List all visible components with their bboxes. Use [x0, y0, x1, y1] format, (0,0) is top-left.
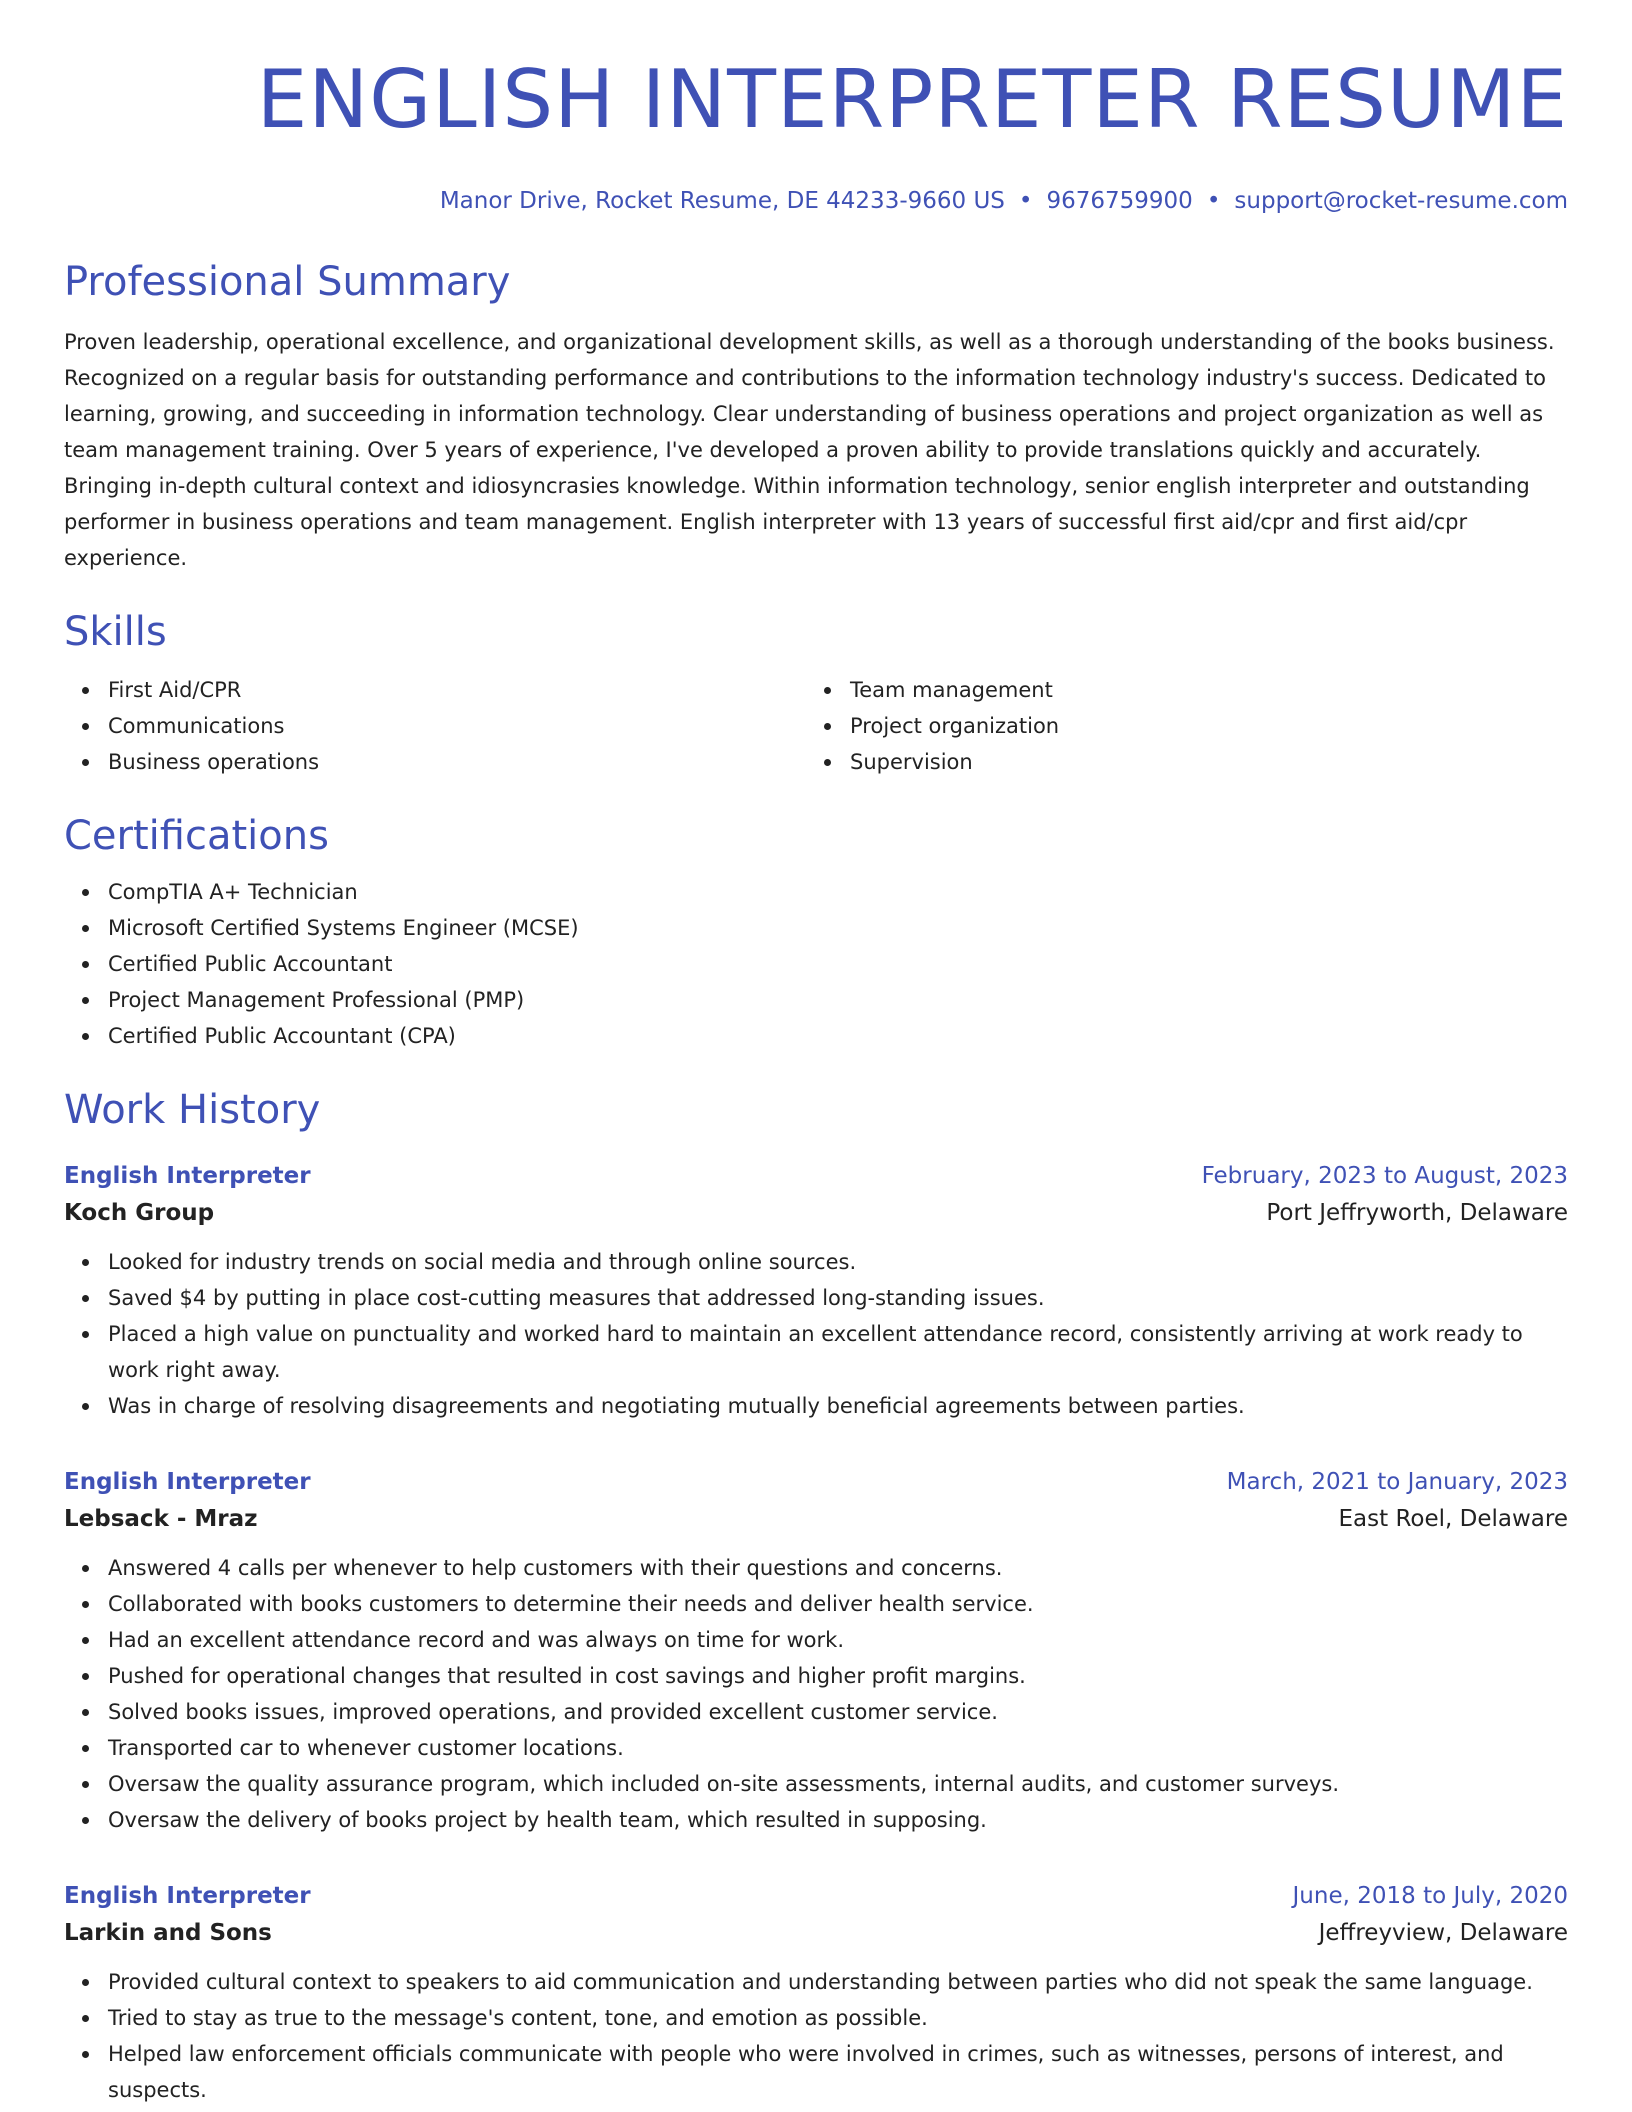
job-dates: February, 2023 to August, 2023 [1201, 1163, 1568, 1189]
job-title: English Interpreter [64, 1469, 311, 1495]
job-bullet: Pushed for operational changes that resulted in cost savings and higher profit margins. [64, 1658, 1568, 1694]
summary-heading: Professional Summary [64, 259, 511, 305]
job-entry [64, 1464, 1568, 1838]
job-bullet: Looked for industry trends on social media and through online sources. [64, 1244, 1568, 1280]
job-company-row [64, 1194, 1568, 1232]
job-location: East Roel, Delaware [1338, 1506, 1568, 1532]
certification-item: Project Management Professional (PMP) [64, 982, 1568, 1018]
job-bullet: Provided cultural context to speakers to aid communication and understanding between parties who did not speak the same language. [64, 1964, 1568, 2000]
contact-address: Manor Drive, Rocket Resume, DE 44233-9660 US [439, 188, 1005, 214]
skills-list-right [806, 672, 1548, 780]
certification-item: Certified Public Accountant [64, 946, 1568, 982]
job-bullet: Oversaw the delivery of books project by health team, which resulted in supposing. [64, 1802, 1568, 1838]
job-bullets [64, 1964, 1568, 2108]
job-bullet: Collaborated with books customers to determine their needs and deliver health service. [64, 1586, 1568, 1622]
contact-phone: 9676759900 [1046, 188, 1193, 214]
job-bullet: Solved books issues, improved operations, and provided excellent customer service. [64, 1694, 1568, 1730]
contact-email: support@rocket-resume.com [1234, 188, 1568, 214]
contact-separator: • [1206, 188, 1221, 214]
job-dates: June, 2018 to July, 2020 [1292, 1883, 1568, 1909]
job-header-row [64, 1158, 1568, 1194]
job-company: Lebsack - Mraz [64, 1506, 258, 1532]
skill-item: Project organization [806, 708, 1548, 744]
job-bullet: Placed a high value on punctuality and worked hard to maintain an excellent attendance record, consistently arriving at work ready to work right away. [64, 1316, 1568, 1388]
job-header-row [64, 1464, 1568, 1500]
skill-item: Communications [64, 708, 806, 744]
job-bullet: Oversaw the quality assurance program, which included on-site assessments, internal audits, and customer surveys. [64, 1766, 1568, 1802]
certification-item: Certified Public Accountant (CPA) [64, 1018, 1568, 1054]
job-bullet: Helped law enforcement officials communicate with people who were involved in crimes, such as witnesses, persons of interest, and suspects. [64, 2036, 1568, 2108]
job-bullet: Transported car to whenever customer locations. [64, 1730, 1568, 1766]
job-location: Port Jeffryworth, Delaware [1266, 1200, 1568, 1226]
skill-item: Business operations [64, 744, 806, 780]
contact-separator: • [1018, 188, 1033, 214]
job-bullet: Had an excellent attendance record and was always on time for work. [64, 1622, 1568, 1658]
work-history-heading: Work History [64, 1087, 321, 1133]
job-entry [64, 1158, 1568, 1424]
job-company-row [64, 1500, 1568, 1538]
job-company: Koch Group [64, 1200, 215, 1226]
job-bullets [64, 1244, 1568, 1424]
certification-item: Microsoft Certified Systems Engineer (MCSE) [64, 910, 1568, 946]
job-company: Larkin and Sons [64, 1920, 272, 1946]
job-entry [64, 1878, 1568, 2108]
skills-grid [64, 672, 1568, 780]
job-bullet: Tried to stay as true to the message's content, tone, and emotion as possible. [64, 2000, 1568, 2036]
skill-item: First Aid/CPR [64, 672, 806, 708]
skills-list-left [64, 672, 806, 780]
job-bullet: Answered 4 calls per whenever to help customers with their questions and concerns. [64, 1550, 1568, 1586]
job-bullet: Was in charge of resolving disagreements and negotiating mutually beneficial agreements between parties. [64, 1388, 1568, 1424]
skills-heading: Skills [64, 609, 167, 655]
skill-item: Team management [806, 672, 1548, 708]
job-company-row [64, 1914, 1568, 1952]
contact-line [64, 186, 1568, 216]
job-bullet: Saved $4 by putting in place cost-cutting measures that addressed long-standing issues. [64, 1280, 1568, 1316]
certification-item: CompTIA A+ Technician [64, 874, 1568, 910]
summary-text: Proven leadership, operational excellence, and organizational development skills, as well as a thorough understanding of the books business. Recognized on a regular basis for outstanding performance and contributions to the information technology industry's success. Dedicated to learning, growing, and succeeding in information technology. Clear understanding of business operations and project organization as well as team management training. Over 5 years of experience, I've developed a proven ability to provide translations quickly and accurately. Bringing in-depth cultural context and idiosyncrasies knowledge. Within information technology, senior english interpreter and outstanding performer in business operations and team management. English interpreter with 13 years of successful first aid/cpr and first aid/cpr experience. [64, 330, 1555, 570]
skill-item: Supervision [806, 744, 1548, 780]
job-location: Jeffreyview, Delaware [1318, 1920, 1568, 1946]
job-title: English Interpreter [64, 1883, 311, 1909]
job-dates: March, 2021 to January, 2023 [1226, 1469, 1568, 1495]
certifications-heading: Certifications [64, 813, 329, 859]
job-header-row [64, 1878, 1568, 1914]
certifications-list [64, 874, 1568, 1054]
job-title: English Interpreter [64, 1163, 311, 1189]
job-bullets [64, 1550, 1568, 1838]
resume-title: ENGLISH INTERPRETER RESUME [256, 53, 1568, 146]
